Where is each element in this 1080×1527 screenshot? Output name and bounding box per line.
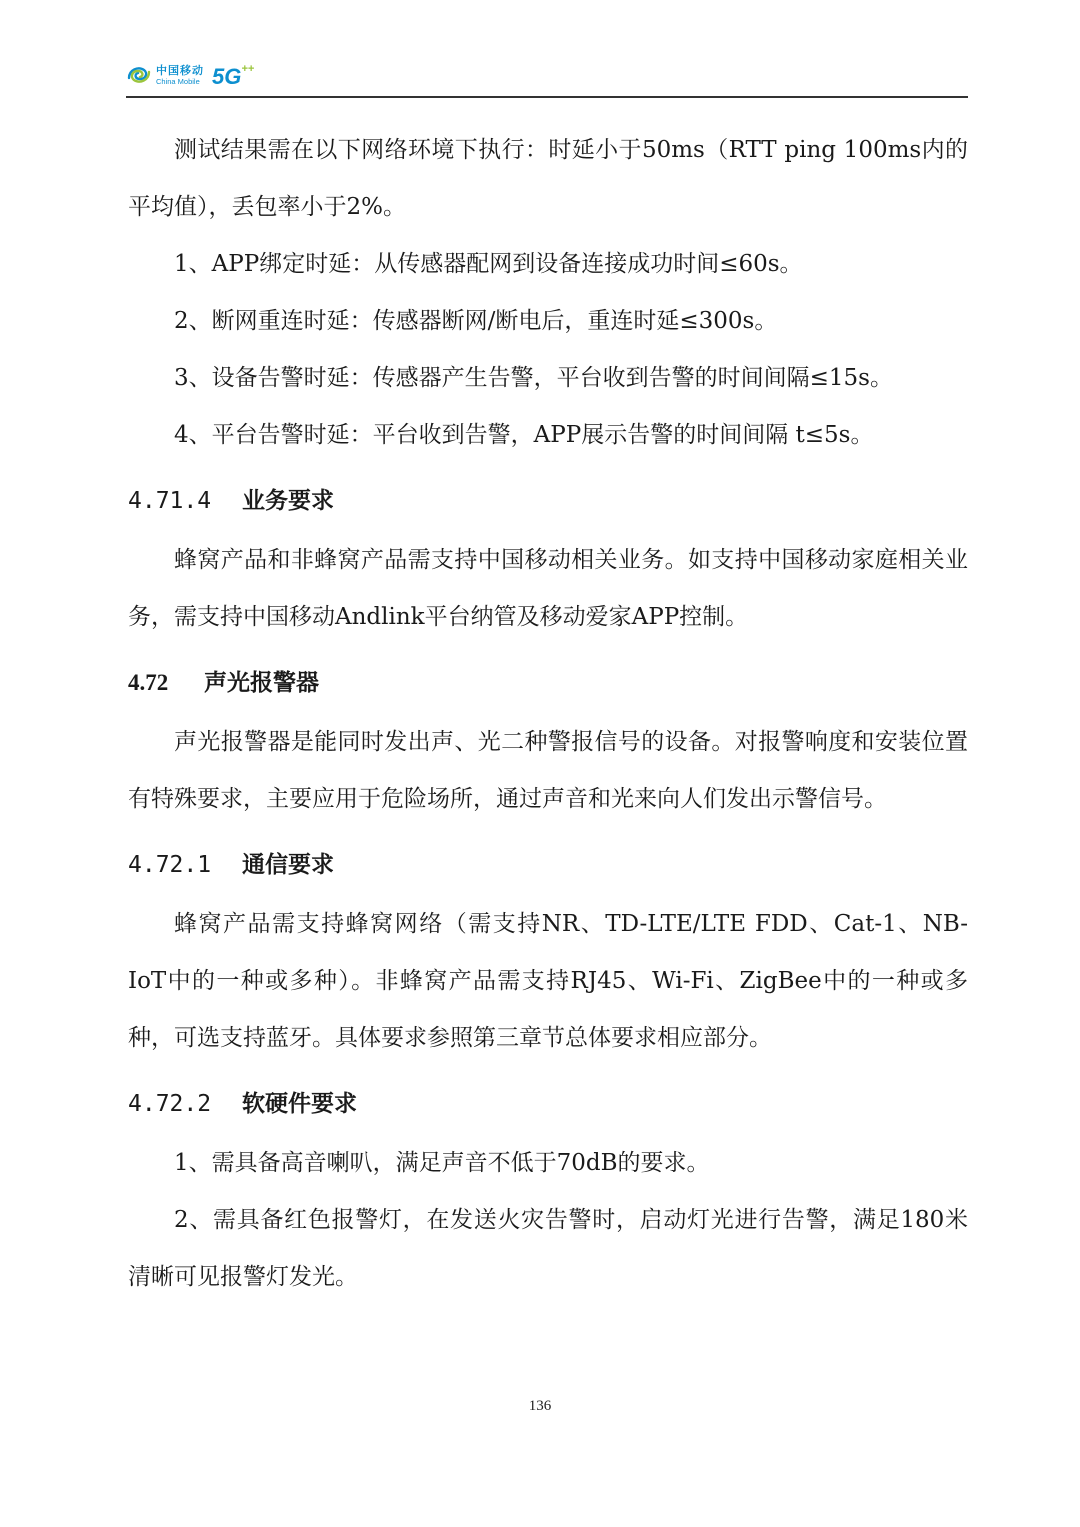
section-title: 业务要求 <box>242 488 334 514</box>
list-item: 2、断网重连时延：传感器断网/断电后，重连时延≤300s。 <box>174 308 778 334</box>
logo-5g-mark: 5G++ <box>212 62 255 89</box>
china-mobile-logo <box>126 62 254 88</box>
list-item: 2、需具备红色报警灯，在发送火灾告警时，启动灯光进行告警，满足180米清晰可见报警灯发光。 <box>128 1207 968 1290</box>
section-number: 4.71.4 <box>128 488 212 514</box>
china-mobile-logo-icon <box>126 62 152 88</box>
section-heading-4722 <box>128 1075 968 1133</box>
logo-english-text: China Mobile <box>156 76 200 86</box>
section-number: 4.72.2 <box>128 1091 212 1117</box>
page-number: 136 <box>528 1398 552 1414</box>
section-heading-4714 <box>128 472 968 530</box>
list-item: 1、需具备高音喇叭，满足声音不低于70dB的要求。 <box>174 1150 710 1176</box>
paragraph-alarm-description: 声光报警器是能同时发出声、光二种警报信号的设备。对报警响度和安装位置有特殊要求，主要应用于危险场所，通过声音和光来向人们发出示警信号。 <box>128 729 968 812</box>
section-heading-4721 <box>128 836 968 894</box>
paragraph-network-conditions: 测试结果需在以下网络环境下执行：时延小于50ms（RTT ping 100ms内的平均值），丢包率小于2%。 <box>128 137 968 220</box>
page-header <box>126 56 968 98</box>
paragraph-communication-requirements: 蜂窝产品需支持蜂窝网络（需支持NR、TD-LTE/LTE FDD、Cat-1、NB-IoT中的一种或多种）。非蜂窝产品需支持RJ45、Wi-Fi、ZigBee中的一种或多种，可选支持蓝牙。具体要求参照第三章节总体要求相应部分。 <box>128 911 968 1051</box>
list-item: 4、平台告警时延：平台收到告警，APP展示告警的时间间隔 t≤5s。 <box>174 422 874 448</box>
section-heading-472 <box>128 654 968 712</box>
section-title: 软硬件要求 <box>242 1091 357 1117</box>
logo-chinese-text: 中国移动 <box>156 63 204 77</box>
list-item: 3、设备告警时延：传感器产生告警，平台收到告警的时间间隔≤15s。 <box>174 365 893 391</box>
section-number: 4.72 <box>128 670 169 695</box>
section-number: 4.72.1 <box>128 852 212 878</box>
document-body <box>128 122 968 1306</box>
paragraph-business-requirements: 蜂窝产品和非蜂窝产品需支持中国移动相关业务。如支持中国移动家庭相关业务，需支持中国移动Andlink平台纳管及移动爱家APP控制。 <box>128 547 968 630</box>
section-title: 声光报警器 <box>204 670 319 696</box>
latency-requirements-list <box>128 236 968 464</box>
list-item: 1、APP绑定时延：从传感器配网到设备连接成功时间≤60s。 <box>174 251 803 277</box>
hardware-requirements-list <box>128 1135 968 1306</box>
section-title: 通信要求 <box>242 852 334 878</box>
